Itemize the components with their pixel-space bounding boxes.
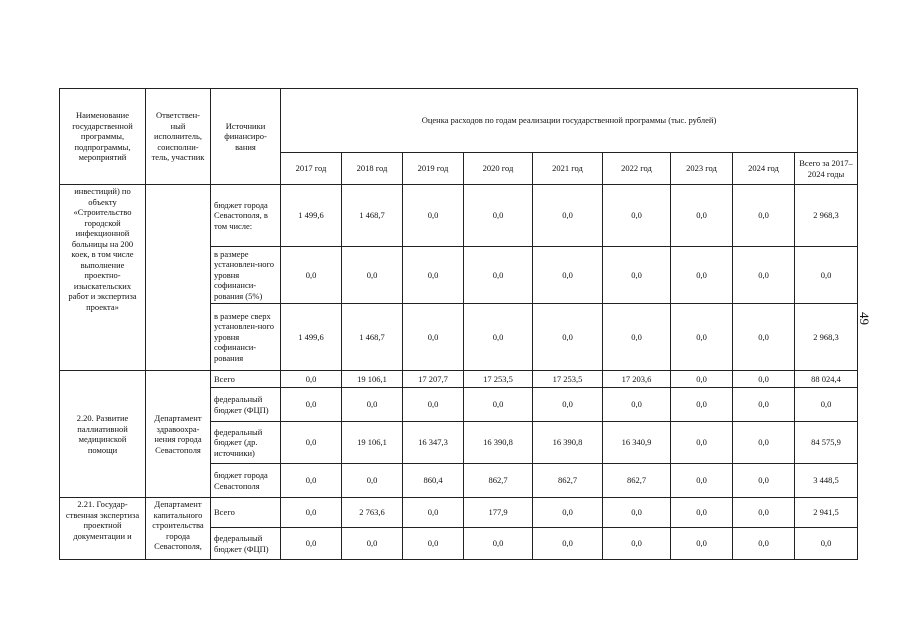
year-value-cell: 0,0 [342,388,403,422]
year-value-cell: 0,0 [671,371,733,388]
year-value-cell: 16 390,8 [464,422,533,464]
header-year: 2021 год [533,153,603,185]
year-value-cell: 0,0 [533,247,603,304]
header-year: 2019 год [403,153,464,185]
year-value-cell: 1 499,6 [281,185,342,247]
year-value-cell: 0,0 [533,388,603,422]
year-value-cell: 16 340,9 [603,422,671,464]
year-value-cell: 0,0 [671,422,733,464]
year-value-cell: 16 390,8 [533,422,603,464]
year-value-cell: 0,0 [281,422,342,464]
year-value-cell: 0,0 [671,185,733,247]
header-year: 2020 год [464,153,533,185]
year-value-cell: 0,0 [671,388,733,422]
year-value-cell: 0,0 [533,304,603,371]
year-value-cell: 0,0 [733,304,795,371]
total-value-cell: 2 941,5 [795,498,858,528]
year-value-cell: 19 106,1 [342,422,403,464]
year-value-cell: 860,4 [403,464,464,498]
year-value-cell: 1 499,6 [281,304,342,371]
year-value-cell: 0,0 [733,247,795,304]
year-value-cell: 0,0 [281,247,342,304]
total-value-cell: 0,0 [795,528,858,560]
table-row [60,185,858,247]
year-value-cell: 0,0 [733,371,795,388]
year-value-cell: 0,0 [464,528,533,560]
year-value-cell: 0,0 [281,498,342,528]
header-name-cell: Наименование государственной программы, подпрограммы, мероприятий [60,89,146,185]
year-value-cell: 862,7 [464,464,533,498]
total-value-cell: 3 448,5 [795,464,858,498]
year-value-cell: 0,0 [671,247,733,304]
header-exec-cell: Ответствен-ный исполнитель, соисполни-тель, участник [146,89,211,185]
funding-source-cell: бюджет города Севастополя [211,464,281,498]
measure-name-cell: 2.20. Развитие паллиативной медицинской помощи [60,371,146,498]
year-value-cell: 17 253,5 [533,371,603,388]
funding-source-cell: Всего [211,371,281,388]
year-value-cell: 862,7 [603,464,671,498]
year-value-cell: 0,0 [533,185,603,247]
year-value-cell: 0,0 [603,528,671,560]
year-value-cell: 1 468,7 [342,304,403,371]
header-year: 2022 год [603,153,671,185]
year-value-cell: 0,0 [733,185,795,247]
total-value-cell: 0,0 [795,247,858,304]
year-value-cell: 0,0 [403,304,464,371]
header-group-title: Оценка расходов по годам реализации государственной программы (тыс. рублей) [281,89,858,153]
year-value-cell: 0,0 [403,528,464,560]
funding-source-cell: Всего [211,498,281,528]
year-value-cell: 177,9 [464,498,533,528]
year-value-cell: 0,0 [733,422,795,464]
total-value-cell: 2 968,3 [795,304,858,371]
header-year: 2017 год [281,153,342,185]
year-value-cell: 0,0 [342,247,403,304]
year-value-cell: 0,0 [281,464,342,498]
year-value-cell: 17 253,5 [464,371,533,388]
executor-cell [146,185,211,371]
year-value-cell: 0,0 [733,388,795,422]
executor-cell: Департамент капитального строительства города Севастополя, [146,498,211,560]
year-value-cell: 1 468,7 [342,185,403,247]
measure-name-cell: 2.21. Государ-ственная экспертиза проектной документации и [60,498,146,560]
header-year: 2023 год [671,153,733,185]
header-source-cell: Источники финансиро-вания [211,89,281,185]
year-value-cell: 0,0 [403,388,464,422]
funding-source-cell: федеральный бюджет (ФЦП) [211,528,281,560]
year-value-cell: 17 203,6 [603,371,671,388]
year-value-cell: 17 207,7 [403,371,464,388]
total-value-cell: 0,0 [795,388,858,422]
year-value-cell: 0,0 [603,498,671,528]
year-value-cell: 0,0 [603,247,671,304]
funding-source-cell: в размере установлен-ного уровня софинанси-рования (5%) [211,247,281,304]
total-value-cell: 2 968,3 [795,185,858,247]
year-value-cell: 19 106,1 [342,371,403,388]
table-row [60,371,858,388]
year-value-cell: 0,0 [281,528,342,560]
year-value-cell: 16 347,3 [403,422,464,464]
total-value-cell: 88 024,4 [795,371,858,388]
year-value-cell: 0,0 [733,464,795,498]
year-value-cell: 0,0 [733,498,795,528]
year-value-cell: 0,0 [403,498,464,528]
header-row [60,89,858,153]
budget-table [59,88,858,560]
year-value-cell: 0,0 [533,498,603,528]
funding-source-cell: бюджет города Севастополя, в том числе: [211,185,281,247]
year-value-cell: 0,0 [403,247,464,304]
year-value-cell: 0,0 [671,464,733,498]
header-year: 2024 год [733,153,795,185]
year-value-cell: 0,0 [464,247,533,304]
year-value-cell: 0,0 [603,388,671,422]
year-value-cell: 0,0 [342,464,403,498]
funding-source-cell: федеральный бюджет (др. источники) [211,422,281,464]
year-value-cell: 0,0 [281,388,342,422]
year-value-cell: 0,0 [403,185,464,247]
year-value-cell: 0,0 [671,498,733,528]
year-value-cell: 0,0 [464,388,533,422]
year-value-cell: 2 763,6 [342,498,403,528]
year-value-cell: 0,0 [464,185,533,247]
funding-source-cell: федеральный бюджет (ФЦП) [211,388,281,422]
year-value-cell: 0,0 [603,185,671,247]
year-value-cell: 0,0 [671,528,733,560]
year-value-cell: 862,7 [533,464,603,498]
measure-name-cell: инвестиций) по объекту «Строительство городской инфекционной больницы на 200 коек, в том числе выполнение проектно-изыскательских работ и экспертиза проекта» [60,185,146,371]
executor-cell: Департамент здравоохра-нения города Севастополя [146,371,211,498]
table-row [60,498,858,528]
total-value-cell: 84 575,9 [795,422,858,464]
header-year: 2018 год [342,153,403,185]
year-value-cell: 0,0 [342,528,403,560]
year-value-cell: 0,0 [603,304,671,371]
year-value-cell: 0,0 [671,304,733,371]
funding-source-cell: в размере сверх установлен-ного уровня софинанси-рования [211,304,281,371]
year-value-cell: 0,0 [733,528,795,560]
year-value-cell: 0,0 [281,371,342,388]
header-year-total: Всего за 2017–2024 годы [795,153,858,185]
page-number: 49 [857,312,872,325]
year-value-cell: 0,0 [464,304,533,371]
year-value-cell: 0,0 [533,528,603,560]
